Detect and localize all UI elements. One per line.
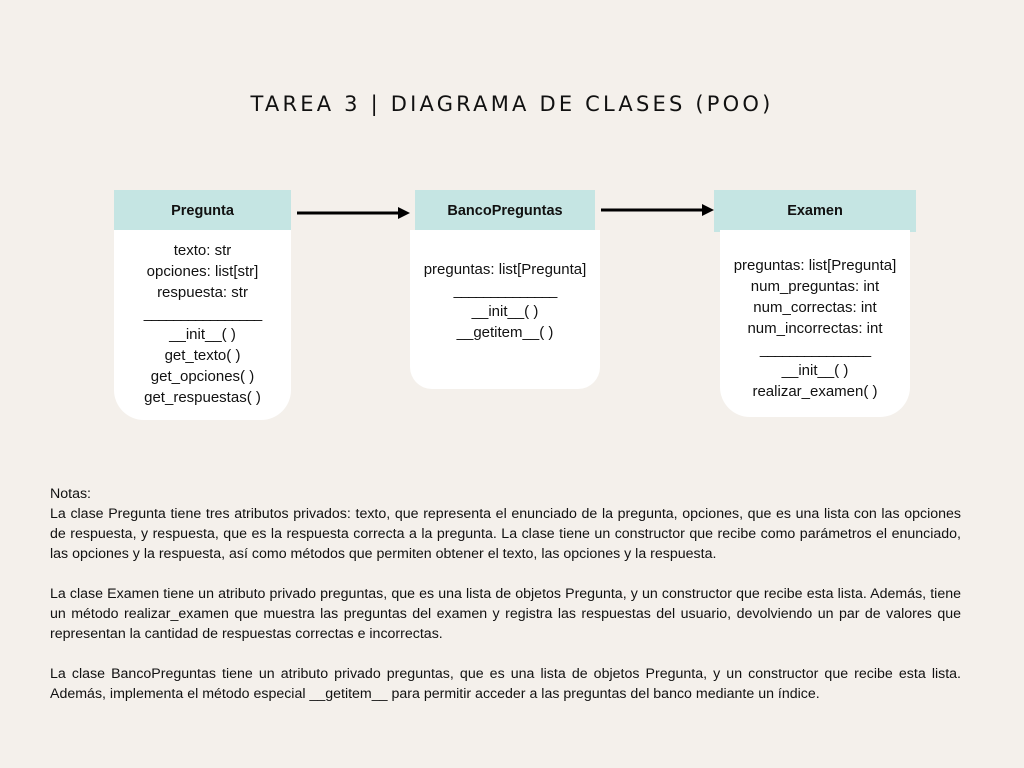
attribute-respuesta: respuesta: str xyxy=(157,284,248,301)
method-get-respuestas: get_respuestas( ) xyxy=(144,389,261,406)
method-init: __init__( ) xyxy=(781,362,849,379)
attribute-preguntas: preguntas: list[Pregunta] xyxy=(733,257,897,274)
class-pregunta-body xyxy=(114,230,291,420)
class-examen-body xyxy=(720,230,910,417)
attribute-opciones: opciones: list[str] xyxy=(146,263,259,280)
class-examen-header: Examen xyxy=(714,190,916,232)
notes-paragraph-examen: La clase Examen tiene un atributo privado preguntas, que es una lista de objetos Pregunta, y un constructor que recibe esta lista. Además, tiene un método realizar_examen que muestra las preguntas del examen y registra las respuestas del usuario, devolviendo un par de valores que representan la cantidad de respuestas correctas e incorrectas. xyxy=(50,586,961,642)
attribute-num-incorrectas: num_incorrectas: int xyxy=(747,320,883,337)
class-pregunta-header: Pregunta xyxy=(114,190,291,232)
class-pregunta xyxy=(114,190,291,420)
attribute-num-preguntas: num_preguntas: int xyxy=(750,278,880,295)
class-bancopreguntas-body xyxy=(410,230,600,389)
attribute-preguntas: preguntas: list[Pregunta] xyxy=(423,261,587,278)
class-bancopreguntas xyxy=(415,190,595,389)
separator: _______________ xyxy=(759,341,871,358)
notes-paragraph-pregunta: La clase Pregunta tiene tres atributos privados: texto, que representa el enunciado de la pregunta, opciones, que es una lista con las opciones de respuesta, y respuesta, que es la respuesta correcta a la pregunta. La clase tiene un constructor que recibe como parámetros el enunciado, las opciones y la respuesta, así como métodos que permiten obtener el texto, las opciones y la respuesta. xyxy=(50,506,961,562)
notes-paragraph-banco: La clase BancoPreguntas tiene un atributo privado preguntas, que es una lista de objetos Pregunta, y un constructor que recibe esta lista. Además, implementa el método especial __getitem__ para permitir acceder a las preguntas del banco mediante un índice. xyxy=(50,666,961,702)
method-getitem: __getitem__( ) xyxy=(456,324,554,341)
method-realizar-examen: realizar_examen( ) xyxy=(752,383,878,400)
arrow-banco-to-examen xyxy=(600,202,716,218)
class-bancopreguntas-header: BancoPreguntas xyxy=(415,190,595,232)
separator: ______________ xyxy=(453,282,557,299)
notes-section xyxy=(50,484,961,704)
attribute-texto: texto: str xyxy=(173,242,232,259)
method-init: __init__( ) xyxy=(169,326,236,343)
method-get-opciones: get_opciones( ) xyxy=(150,368,255,385)
attribute-num-correctas: num_correctas: int xyxy=(753,299,877,316)
page-title: TAREA 3 | DIAGRAMA DE CLASES (POO) xyxy=(250,92,774,116)
method-get-texto: get_texto( ) xyxy=(164,347,241,364)
class-examen xyxy=(714,190,916,417)
separator: ________________ xyxy=(143,305,262,322)
notes-heading: Notas: xyxy=(50,486,92,502)
method-init: __init__( ) xyxy=(471,303,539,320)
arrow-pregunta-to-banco xyxy=(296,205,412,221)
